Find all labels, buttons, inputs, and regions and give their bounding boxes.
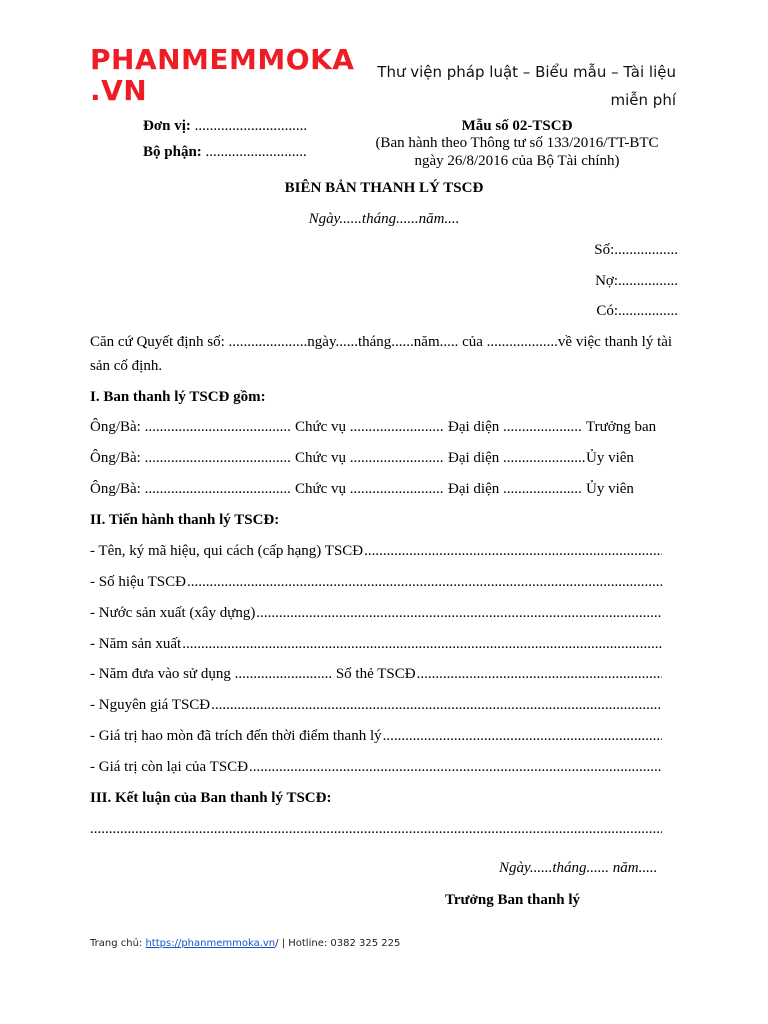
asset-item — [90, 573, 662, 591]
unit-label: Đơn vị: — [143, 118, 191, 134]
asset-item — [90, 758, 662, 776]
basis-line-2: sản cố định. — [90, 358, 163, 374]
dotted-leader — [187, 573, 662, 591]
basis-line-1: Căn cứ Quyết định số: .....................ngày......tháng......năm..... của ...................về việc thanh lý tài — [90, 334, 673, 350]
asset-item — [90, 604, 662, 622]
document-date: Ngày......tháng......năm.... — [308, 211, 460, 227]
dotted-leader — [417, 665, 662, 683]
asset-item-label: - Năm đưa vào sử dụng .......................... Số thẻ TSCĐ — [90, 666, 416, 682]
member-represent: Đại diện ...................... — [448, 450, 586, 466]
member-represent: Đại diện ..................... — [448, 481, 582, 497]
site-tagline: Thư viện pháp luật – Biểu mẫu – Tài liệu miễn phí — [377, 63, 676, 109]
dotted-leader — [211, 696, 662, 714]
section-2-heading: II. Tiến hành thanh lý TSCĐ: — [90, 512, 280, 528]
dotted-leader — [182, 635, 662, 653]
member-position: Chức vụ ......................... — [295, 419, 444, 435]
dotted-leader — [383, 727, 662, 745]
signature-title: Trưởng Ban thanh lý — [445, 892, 580, 908]
member-represent: Đại diện ..................... — [448, 419, 582, 435]
asset-item-label: - Tên, ký mã hiệu, qui cách (cấp hạng) TSCĐ — [90, 543, 364, 559]
member-position: Chức vụ ......................... — [295, 481, 444, 497]
dotted-leader — [256, 604, 662, 622]
section-3-heading: III. Kết luận của Ban thanh lý TSCĐ: — [90, 790, 332, 806]
asset-item-label: - Giá trị hao mòn đã trích đến thời điểm thanh lý — [90, 728, 382, 744]
dotted-leader — [249, 758, 662, 776]
form-ref-line-2: ngày 26/8/2016 của Bộ Tài chính) — [414, 153, 620, 169]
homepage-link[interactable]: https://phanmemmoka.vn — [145, 938, 276, 949]
asset-item — [90, 696, 662, 714]
member-name: Ông/Bà: ....................................... — [90, 419, 291, 435]
asset-item-label: - Nước sản xuất (xây dựng) — [90, 605, 256, 621]
footer-hotline: / | Hotline: 0382 325 225 — [275, 938, 401, 949]
department-label: Bộ phận: — [143, 144, 202, 160]
dotted-leader — [90, 820, 662, 838]
member-row — [90, 480, 662, 498]
member-role: Ủy viên — [586, 450, 634, 466]
member-role: Trưởng ban — [586, 419, 657, 435]
asset-item-label: - Năm sản xuất — [90, 636, 182, 652]
asset-item — [90, 727, 662, 745]
debit-account: Nợ:................ — [595, 273, 678, 289]
conclusion-line — [90, 820, 662, 838]
member-name: Ông/Bà: ....................................... — [90, 481, 291, 497]
member-row — [90, 418, 662, 436]
asset-item-label: - Số hiệu TSCĐ — [90, 574, 186, 590]
signature-date: Ngày......tháng...... năm..... — [499, 860, 658, 876]
page-footer — [90, 938, 400, 949]
document-title: BIÊN BẢN THANH LÝ TSCĐ — [284, 180, 484, 196]
unit-field — [143, 117, 307, 135]
dotted-leader — [364, 542, 662, 560]
asset-item — [90, 665, 662, 683]
asset-item — [90, 635, 662, 653]
asset-item — [90, 542, 662, 560]
department-value: ........................... — [205, 144, 307, 160]
member-position: Chức vụ ......................... — [295, 450, 444, 466]
member-role: Ủy viên — [586, 481, 634, 497]
footer-prefix: Trang chủ: — [90, 938, 146, 949]
asset-item-label: - Giá trị còn lại của TSCĐ — [90, 759, 249, 775]
form-code: Mẫu số 02-TSCĐ — [461, 118, 573, 134]
section-1-heading: I. Ban thanh lý TSCĐ gồm: — [90, 389, 266, 405]
member-name: Ông/Bà: ....................................... — [90, 450, 291, 466]
unit-value: .............................. — [194, 118, 308, 134]
form-ref-line-1: (Ban hành theo Thông tư số 133/2016/TT-BTC — [375, 135, 659, 151]
credit-account: Có:................ — [596, 303, 678, 319]
department-field — [143, 143, 307, 161]
asset-item-label: - Nguyên giá TSCĐ — [90, 697, 211, 713]
document-number: Số:................. — [594, 242, 678, 258]
member-row — [90, 449, 662, 467]
site-logo: PHANMEMMOKA .VN — [90, 43, 355, 107]
